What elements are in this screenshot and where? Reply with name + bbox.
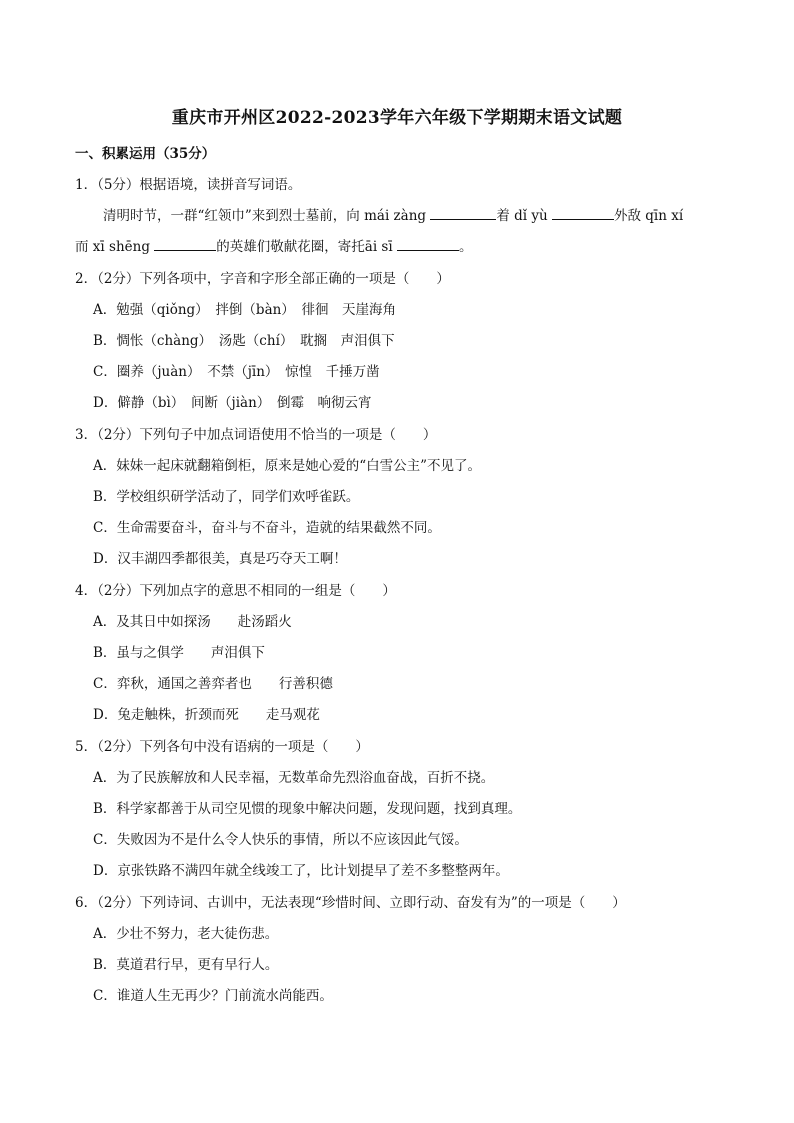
q5-option-d: D．京张铁路不满四年就全线竣工了，比计划提早了差不多整整两年。 bbox=[93, 863, 509, 879]
q3-stem: 3．（2分）下列句子中加点词语使用不恰当的一项是（ ） bbox=[75, 427, 437, 443]
q6-option-c: C．谁道人生无再少？门前流水尚能西。 bbox=[93, 988, 333, 1004]
q6-option-a: A．少壮不努力，老大徒伤悲。 bbox=[93, 926, 279, 942]
q4-stem: 4．（2分）下列加点字的意思不相同的一组是（ ） bbox=[75, 583, 396, 599]
q1-stem: 1．（5分）根据语境，读拼音写词语。 bbox=[75, 177, 302, 193]
q2-option-c: C．圈养（juàn） 不禁（jīn） 惊惶 千捶万凿 bbox=[93, 364, 380, 380]
q5-option-c: C．失败因为不是什么令人快乐的事情，所以不应该因此气馁。 bbox=[93, 832, 468, 848]
q3-option-a: A．妹妹一起床就翻箱倒柜，原来是她心爱的“白雪公主”不见了。 bbox=[93, 458, 482, 474]
q3-option-b: B．学校组织研学活动了，同学们欢呼雀跃。 bbox=[93, 489, 360, 505]
exam-title: 重庆市开州区2022-2023学年六年级下学期期末语文试题 bbox=[171, 108, 623, 128]
q6-stem: 6．（2分）下列诗词、古训中，无法表现“珍惜时间、立即行动、奋发有为”的一项是（ ） bbox=[75, 895, 626, 911]
q5-option-b: B．科学家都善于从司空见惯的现象中解决问题，发现问题，找到真理。 bbox=[93, 801, 522, 817]
q1-paragraph-line2 bbox=[75, 238, 472, 256]
q2-option-d: D．僻静（bì） 间断（jiàn） 倒霉 响彻云宵 bbox=[93, 395, 372, 411]
q1-text-b: 着 dǐ yù bbox=[496, 208, 552, 224]
q1-text-d: 而 xī shēng bbox=[75, 239, 155, 255]
q4-option-c: C．弈秋，通国之善弈者也 行善积德 bbox=[93, 676, 333, 692]
q1-text-f: 。 bbox=[458, 239, 473, 255]
q3-option-d: D．汉丰湖四季都很美，真是巧夺天工啊！ bbox=[93, 551, 347, 567]
answer-blank[interactable] bbox=[397, 238, 459, 251]
q6-option-b: B．莫道君行早，更有早行人。 bbox=[93, 957, 279, 973]
q1-text-c: 外敌 qīn xí bbox=[614, 208, 684, 224]
q4-option-a: A．及其日中如探汤 赴汤蹈火 bbox=[93, 614, 292, 630]
q4-option-b: B．虽与之俱学 声泪俱下 bbox=[93, 645, 265, 661]
q4-option-d: D．兔走触株，折颈而死 走马观花 bbox=[93, 707, 320, 723]
q1-text-a: 清明时节，一群“红领巾”来到烈士墓前，向 mái zàng bbox=[103, 208, 431, 224]
answer-blank[interactable] bbox=[154, 238, 216, 251]
answer-blank[interactable] bbox=[552, 207, 614, 220]
q2-option-a: A．勉强（qiǒng） 拌倒（bàn） 徘徊 天崖海角 bbox=[93, 302, 397, 318]
q3-option-c: C．生命需要奋斗，奋斗与不奋斗，造就的结果截然不同。 bbox=[93, 520, 441, 536]
answer-blank[interactable] bbox=[430, 207, 496, 220]
q1-text-e: 的英雄们敬献花圈，寄托āi sī bbox=[216, 239, 397, 255]
q2-option-b: B．惆怅（chàng） 汤匙（chí） 耽搁 声泪俱下 bbox=[93, 333, 395, 349]
q5-stem: 5．（2分）下列各句中没有语病的一项是（ ） bbox=[75, 739, 369, 755]
section-heading: 一、积累运用（35分） bbox=[75, 146, 216, 162]
q5-option-a: A．为了民族解放和人民幸福，无数革命先烈浴血奋战，百折不挠。 bbox=[93, 770, 495, 786]
q2-stem: 2．（2分）下列各项中，字音和字形全部正确的一项是（ ） bbox=[75, 271, 450, 287]
q1-paragraph-line1 bbox=[103, 207, 683, 225]
